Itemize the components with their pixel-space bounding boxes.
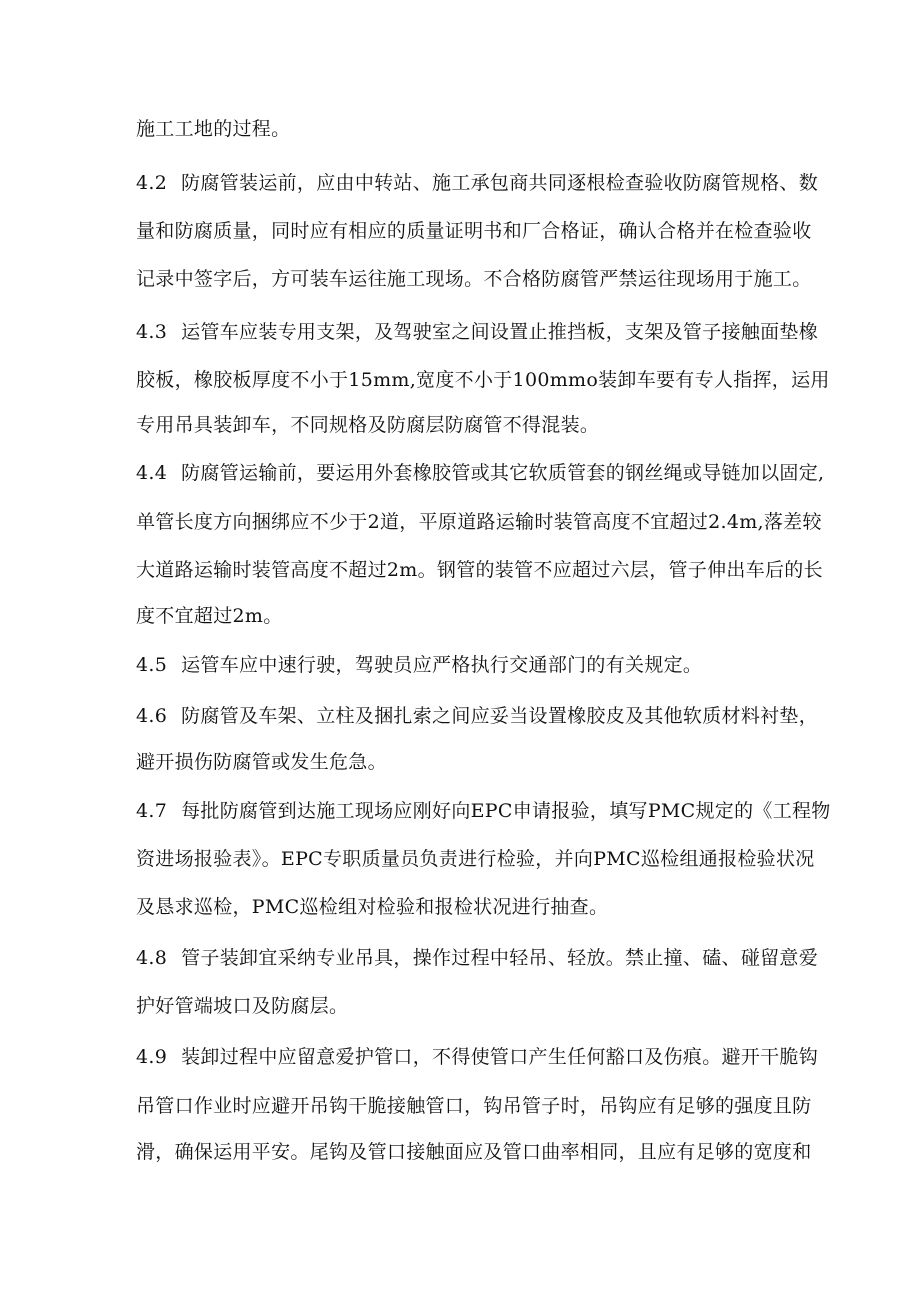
section-number: 4.2	[136, 172, 168, 194]
section-4-5	[136, 652, 702, 678]
section-number: 4.4	[136, 462, 168, 484]
section-4-8	[136, 945, 818, 971]
text-line: 施工工地的过程。	[136, 118, 291, 140]
section-number: 4.8	[136, 947, 168, 969]
section-4-9	[136, 1044, 818, 1070]
text-line: 资进场报验表》。EPC专职质量员负责进行检验，并向PMC巡检组通报检验状况	[136, 848, 815, 870]
text-line: 防腐管及车架、立柱及捆扎索之间应妥当设置橡胶皮及其他软质材料衬垫，	[181, 705, 819, 727]
text-line: 大道路运输时装管高度不超过2m。钢管的装管不应超过六层，管子伸出车后的长	[136, 559, 823, 581]
text-line: 及恳求巡检，PMC巡检组对检验和报检状况进行抽查。	[136, 896, 609, 918]
section-4-2	[136, 170, 818, 196]
text-line: 胶板，橡胶板厚度不小于15mm,宽度不小于100mmo装卸车要有专人指挥，运用	[136, 369, 830, 391]
text-line: 护好管端坡口及防腐层。	[136, 995, 349, 1017]
text-line: 运管车应中速行驶，驾驶员应严格执行交通部门的有关规定。	[181, 654, 703, 676]
text-line: 防腐管装运前，应由中转站、施工承包商共同逐根检查验收防腐管规格、数	[181, 172, 819, 194]
text-line: 单管长度方向捆绑应不少于2道，平原道路运输时装管高度不宜超过2.4m,落差较	[136, 511, 822, 533]
section-4-4	[136, 460, 824, 486]
text-line: 滑，确保运用平安。尾钩及管口接触面应及管口曲率相同，且应有足够的宽度和	[136, 1141, 812, 1163]
text-line: 运管车应装专用支架，及驾驶室之间设置止推挡板，支架及管子接触面垫橡	[181, 321, 819, 343]
text-line: 度不宜超过2m。	[136, 605, 283, 627]
text-line: 避开损伤防腐管或发生危急。	[136, 751, 387, 773]
text-line: 每批防腐管到达施工现场应刚好向EPC申请报验，填写PMC规定的《工程物	[181, 800, 831, 822]
section-number: 4.3	[136, 321, 168, 343]
text-line: 装卸过程中应留意爱护管口，不得使管口产生任何豁口及伤痕。避开干脆钩	[181, 1046, 819, 1068]
section-number: 4.9	[136, 1046, 168, 1068]
section-number: 4.5	[136, 654, 168, 676]
text-line: 防腐管运输前，要运用外套橡胶管或其它软质管套的钢丝绳或导链加以固定,	[181, 462, 825, 484]
text-line: 量和防腐质量，同时应有相应的质量证明书和厂合格证，确认合格并在检查验收	[136, 220, 812, 242]
section-number: 4.6	[136, 705, 168, 727]
text-line: 管子装卸宜采纳专业吊具，操作过程中轻吊、轻放。禁止撞、磕、碰留意爱	[181, 947, 819, 969]
section-4-7	[136, 798, 831, 824]
text-line: 吊管口作业时应避开吊钩干脆接触管口，钩吊管子时，吊钩应有足够的强度且防	[136, 1095, 812, 1117]
text-line: 记录中签字后，方可装车运往施工现场。不合格防腐管严禁运往现场用于施工。	[136, 268, 812, 290]
text-line: 专用吊具装卸车，不同规格及防腐层防腐管不得混装。	[136, 414, 600, 436]
section-4-6	[136, 703, 818, 729]
section-4-3	[136, 319, 818, 345]
section-number: 4.7	[136, 800, 168, 822]
